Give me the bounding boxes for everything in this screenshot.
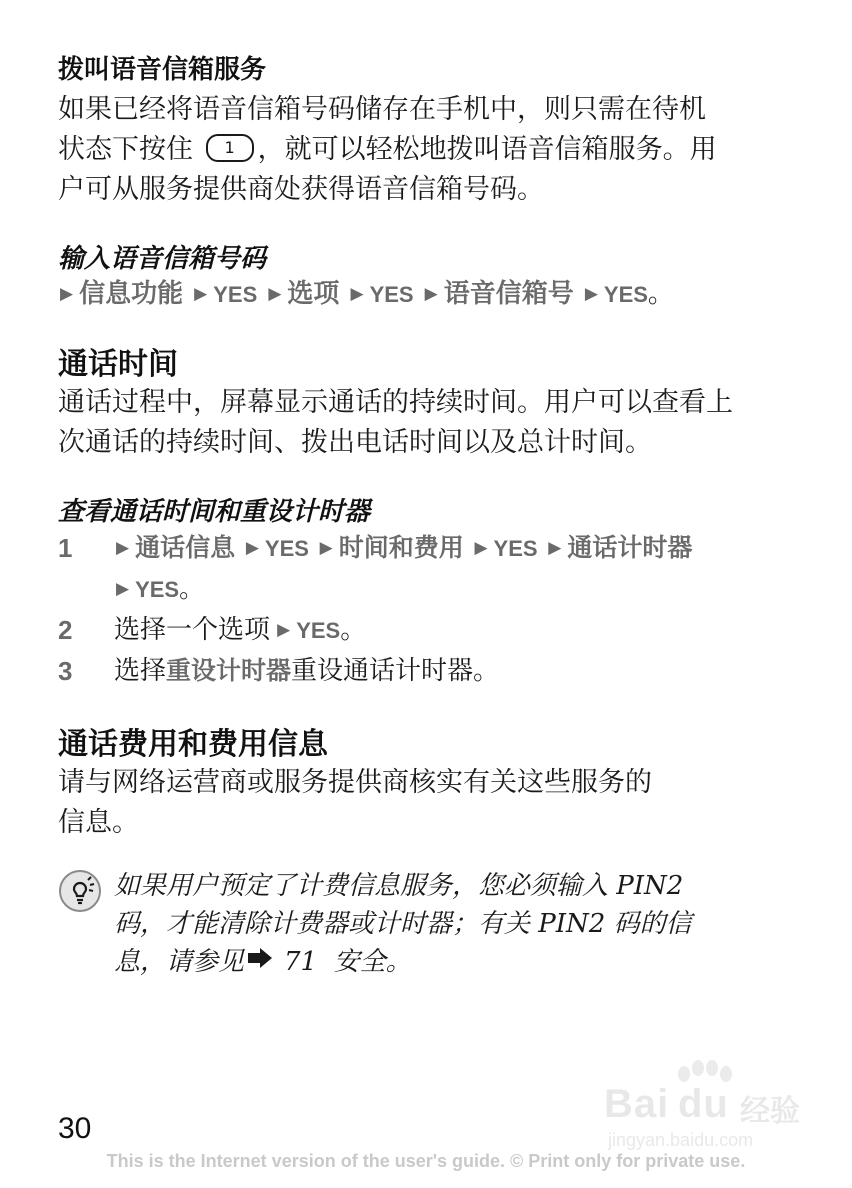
voicemail-call-line-1: 如果已经将语音信箱号码储存在手机中，则只需在待机 bbox=[58, 94, 706, 125]
voicemail-number-heading: 输入语音信箱号码 bbox=[58, 244, 267, 274]
menu-yes: YES bbox=[213, 282, 258, 307]
tip-note bbox=[58, 867, 788, 982]
menu-item-messaging: 信息功能 bbox=[79, 279, 184, 309]
step-number: 3 bbox=[58, 656, 73, 686]
step-number: 1 bbox=[58, 533, 73, 563]
menu-arrow-icon: ▶ bbox=[277, 620, 291, 640]
step-2-text bbox=[114, 611, 788, 652]
call-cost-heading: 通话费用和费用信息 bbox=[58, 727, 328, 762]
call-time-line-2: 次通话的持续时间、拨出电话时间以及总计时间。 bbox=[58, 427, 652, 458]
footer-note: This is the Internet version of the user's guide. © Print only for private use. bbox=[106, 1151, 746, 1171]
watermark-brand: Bai bbox=[604, 1082, 670, 1126]
menu-arrow-icon: ▶ bbox=[194, 284, 208, 304]
menu-arrow-icon: ▶ bbox=[60, 284, 74, 304]
menu-arrow-icon: ▶ bbox=[116, 579, 130, 599]
watermark-brand-cn: 经验 bbox=[740, 1094, 800, 1129]
step-3-instruction-b: 重设通话计时器。 bbox=[291, 656, 500, 686]
voicemail-call-heading: 拨叫语音信箱服务 bbox=[58, 55, 267, 85]
menu-arrow-icon: ▶ bbox=[548, 538, 562, 558]
menu-yes: YES bbox=[135, 577, 180, 602]
menu-arrow-icon: ▶ bbox=[116, 538, 130, 558]
step-2 bbox=[58, 611, 788, 652]
call-time-paragraph bbox=[58, 383, 788, 463]
watermark-brand-du: du bbox=[678, 1082, 729, 1126]
step-body bbox=[114, 652, 788, 693]
baidu-watermark bbox=[578, 1060, 808, 1160]
voicemail-call-line-3: 户可从服务提供商处获得语音信箱号码。 bbox=[58, 174, 544, 205]
menu-arrow-icon: ▶ bbox=[424, 284, 438, 304]
tip-text bbox=[114, 867, 788, 982]
menu-arrow-icon: ▶ bbox=[584, 284, 598, 304]
voicemail-number-menu-path bbox=[58, 276, 788, 315]
menu-arrow-icon: ▶ bbox=[319, 538, 333, 558]
call-cost-paragraph bbox=[58, 763, 788, 843]
menu-yes: YES bbox=[264, 536, 309, 561]
call-time-line-1: 通话过程中，屏幕显示通话的持续时间。用户可以查看上 bbox=[58, 387, 733, 418]
reference-page-link[interactable]: 71 bbox=[284, 947, 318, 977]
call-cost-line-2: 信息。 bbox=[58, 807, 139, 838]
tip-line-1: 如果用户预定了计费信息服务，您必须输入 PIN2 bbox=[114, 871, 684, 901]
tip-line-2: 码，才能清除计费器或计时器；有关 PIN2 码的信 bbox=[114, 909, 692, 939]
voicemail-call-line-2a: 状态下按住 bbox=[58, 134, 193, 165]
reference-arrow-icon bbox=[246, 942, 274, 980]
manual-page bbox=[58, 50, 788, 982]
voicemail-number-section bbox=[58, 242, 788, 315]
menu-arrow-icon: ▶ bbox=[474, 538, 488, 558]
menu-item-options: 选项 bbox=[287, 279, 340, 309]
menu-yes: YES bbox=[603, 282, 648, 307]
menu-item-voicemail-number: 语音信箱号 bbox=[443, 279, 574, 309]
step-number: 2 bbox=[58, 615, 73, 645]
step-3-text bbox=[114, 652, 788, 693]
period: 。 bbox=[340, 615, 367, 645]
voicemail-call-paragraph bbox=[58, 90, 788, 210]
step-3 bbox=[58, 652, 788, 693]
step-3-instruction-a: 选择 bbox=[114, 656, 167, 686]
key-1-icon: 1 bbox=[206, 134, 254, 162]
view-call-time-heading: 查看通话时间和重设计时器 bbox=[58, 497, 371, 527]
call-time-heading: 通话时间 bbox=[58, 347, 178, 382]
tip-line-3: 息，请参见 bbox=[114, 947, 245, 977]
watermark-url: jingyan.baidu.com bbox=[608, 1130, 754, 1150]
menu-arrow-icon: ▶ bbox=[350, 284, 364, 304]
step-1-menu-path bbox=[114, 529, 788, 570]
voicemail-call-line-2b: ，就可以轻松地拨叫语音信箱服务。用 bbox=[257, 134, 717, 165]
step-body bbox=[114, 611, 788, 652]
call-cost-line-1: 请与网络运营商或服务提供商核实有关这些服务的 bbox=[58, 767, 652, 798]
menu-yes: YES bbox=[369, 282, 414, 307]
step-body bbox=[114, 529, 788, 611]
period: 。 bbox=[647, 279, 674, 309]
menu-arrow-icon: ▶ bbox=[268, 284, 282, 304]
menu-item-call-info: 通话信息 bbox=[135, 533, 236, 562]
period: 。 bbox=[179, 574, 205, 603]
menu-yes: YES bbox=[296, 618, 341, 643]
voicemail-call-section bbox=[58, 52, 788, 210]
reference-title: 安全。 bbox=[333, 947, 412, 977]
menu-arrow-icon: ▶ bbox=[245, 538, 259, 558]
tip-bulb-icon bbox=[58, 867, 114, 917]
page-number: 30 bbox=[58, 1112, 92, 1145]
step-1-menu-path-line-2 bbox=[114, 570, 788, 611]
step-1 bbox=[58, 529, 788, 611]
call-time-section bbox=[58, 345, 788, 463]
menu-yes: YES bbox=[493, 536, 538, 561]
view-call-time-section bbox=[58, 495, 788, 693]
menu-item-time-and-cost: 时间和费用 bbox=[338, 533, 464, 562]
step-2-instruction: 选择一个选项 bbox=[114, 615, 271, 645]
menu-item-call-timers: 通话计时器 bbox=[567, 533, 693, 562]
call-cost-section bbox=[58, 725, 788, 843]
menu-item-reset-timers: 重设计时器 bbox=[166, 656, 292, 685]
